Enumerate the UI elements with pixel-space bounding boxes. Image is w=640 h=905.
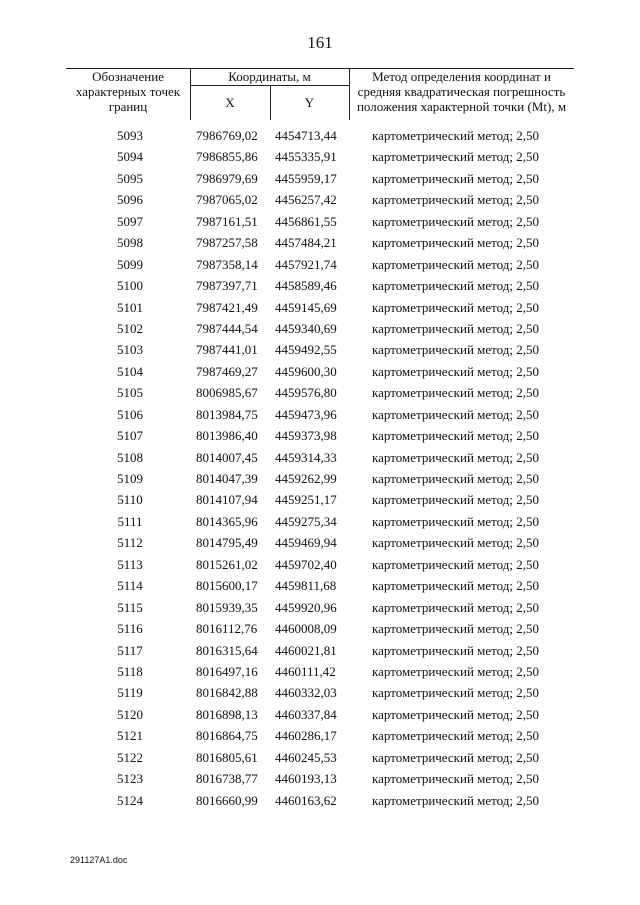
coord-x: 8013984,75 — [196, 406, 258, 422]
coord-x: 7986855,86 — [196, 149, 258, 165]
method-text: картометрический метод; 2,50 — [372, 599, 540, 615]
method-text: картометрический метод; 2,50 — [372, 513, 540, 529]
table-row — [66, 512, 574, 533]
point-id: 5118 — [117, 663, 143, 679]
method-text: картометрический метод; 2,50 — [372, 128, 540, 143]
coord-y: 4460008,09 — [275, 621, 337, 637]
method-text: картометрический метод; 2,50 — [372, 213, 540, 229]
table-row — [66, 641, 574, 662]
coord-y: 4456861,55 — [275, 213, 337, 229]
method-text: картометрический метод; 2,50 — [372, 385, 540, 401]
table-row — [66, 619, 574, 640]
table-row — [66, 426, 574, 447]
table-row — [66, 555, 574, 576]
table-row — [66, 276, 574, 297]
method-text: картометрический метод; 2,50 — [372, 342, 540, 358]
point-id: 5099 — [117, 256, 143, 272]
point-id: 5103 — [117, 342, 143, 358]
point-id: 5098 — [117, 235, 143, 251]
point-id: 5102 — [117, 320, 143, 336]
coord-y: 4460337,84 — [275, 706, 337, 722]
table-row — [66, 769, 574, 790]
table-row — [66, 705, 574, 726]
method-text: картометрический метод; 2,50 — [372, 578, 540, 594]
coord-x: 7987358,14 — [196, 256, 258, 272]
page-number: 161 — [307, 33, 333, 52]
table-body — [66, 126, 574, 812]
coord-x: 8016112,76 — [196, 621, 258, 637]
table-row — [66, 469, 574, 490]
coord-y: 4454713,44 — [275, 128, 337, 143]
coord-x: 7987421,49 — [196, 299, 258, 315]
point-id: 5096 — [117, 192, 143, 208]
point-id: 5111 — [117, 513, 143, 529]
table-row — [66, 212, 574, 233]
coord-y: 4459145,69 — [275, 299, 337, 315]
table-header — [66, 68, 574, 120]
table-row — [66, 448, 574, 469]
table-row — [66, 533, 574, 554]
method-text: картометрический метод; 2,50 — [372, 278, 540, 294]
header-y: Y — [304, 95, 315, 110]
table-row — [66, 576, 574, 597]
point-id: 5108 — [117, 449, 143, 465]
coord-x: 8015600,17 — [196, 578, 258, 594]
table-row — [66, 190, 574, 211]
coord-x: 7987441,01 — [196, 342, 258, 358]
coord-x: 8014795,49 — [196, 535, 258, 551]
coord-x: 8016738,77 — [196, 771, 258, 787]
method-text: картометрический метод; 2,50 — [372, 256, 540, 272]
coord-y: 4459492,55 — [275, 342, 337, 358]
point-id: 5115 — [117, 599, 143, 615]
point-id: 5123 — [117, 771, 143, 787]
header-x: X — [225, 95, 235, 110]
coord-x: 7986769,02 — [196, 128, 258, 143]
method-text: картометрический метод; 2,50 — [372, 492, 540, 508]
coord-y: 4459251,17 — [275, 492, 337, 508]
coord-x: 7986979,69 — [196, 170, 258, 186]
method-text: картометрический метод; 2,50 — [372, 706, 540, 722]
table-row — [66, 126, 574, 147]
table-row — [66, 233, 574, 254]
coord-x: 7987444,54 — [196, 320, 258, 336]
method-text: картометрический метод; 2,50 — [372, 685, 540, 701]
point-id: 5097 — [117, 213, 143, 229]
coord-y: 4459262,99 — [275, 471, 337, 486]
method-text: картометрический метод; 2,50 — [372, 728, 540, 744]
point-id: 5093 — [117, 128, 143, 143]
coord-x: 8016898,13 — [196, 706, 258, 722]
table-row — [66, 405, 574, 426]
coord-y: 4457484,21 — [275, 235, 337, 251]
table-row — [66, 726, 574, 747]
method-text: картометрический метод; 2,50 — [372, 556, 540, 572]
table-row — [66, 340, 574, 361]
table-row — [66, 298, 574, 319]
method-text: картометрический метод; 2,50 — [372, 535, 540, 551]
coord-x: 8016660,99 — [196, 792, 258, 808]
table-row — [66, 147, 574, 168]
coord-y: 4459469,94 — [275, 535, 337, 551]
coord-y: 4459702,40 — [275, 556, 337, 572]
method-text: картометрический метод; 2,50 — [372, 449, 540, 465]
coord-x: 8016842,88 — [196, 685, 258, 701]
method-text: картометрический метод; 2,50 — [372, 320, 540, 336]
coord-x: 8016805,61 — [196, 749, 258, 765]
coord-y: 4460163,62 — [275, 792, 337, 808]
point-id: 5114 — [117, 578, 143, 594]
coord-x: 7987161,51 — [196, 213, 258, 229]
coord-y: 4459340,69 — [275, 320, 337, 336]
coord-y: 4457921,74 — [275, 256, 337, 272]
point-id: 5124 — [117, 792, 143, 808]
coord-y: 4455335,91 — [275, 149, 337, 165]
method-text: картометрический метод; 2,50 — [372, 771, 540, 787]
point-id: 5113 — [117, 556, 143, 572]
coord-x: 8014365,96 — [196, 513, 258, 529]
method-text: картометрический метод; 2,50 — [372, 642, 540, 658]
coord-x: 8014047,39 — [196, 471, 258, 486]
header-coordinates: Координаты, м — [228, 69, 311, 84]
coord-y: 4460286,17 — [275, 728, 337, 744]
coord-y: 4459373,98 — [275, 428, 337, 444]
table-row — [66, 598, 574, 619]
point-id: 5112 — [117, 535, 143, 551]
table-row — [66, 383, 574, 404]
point-id: 5117 — [117, 642, 143, 658]
table-row — [66, 319, 574, 340]
method-text: картометрический метод; 2,50 — [372, 235, 540, 251]
method-text: картометрический метод; 2,50 — [372, 363, 540, 379]
point-id: 5110 — [117, 492, 143, 508]
coord-x: 8016315,64 — [196, 642, 258, 658]
coord-y: 4459576,80 — [275, 385, 337, 401]
method-text: картометрический метод; 2,50 — [372, 471, 540, 486]
point-id: 5100 — [117, 278, 143, 294]
coord-y: 4459314,33 — [275, 449, 337, 465]
method-text: картометрический метод; 2,50 — [372, 192, 540, 208]
method-text: картометрический метод; 2,50 — [372, 299, 540, 315]
method-text: картометрический метод; 2,50 — [372, 621, 540, 637]
table-row — [66, 662, 574, 683]
coord-y: 4459473,96 — [275, 406, 337, 422]
table-row — [66, 255, 574, 276]
coord-y: 4460021,81 — [275, 642, 337, 658]
header-designation: Обозначение характерных точек границ — [75, 69, 181, 114]
coord-y: 4460193,13 — [275, 771, 337, 787]
coord-x: 8006985,67 — [196, 385, 258, 401]
coord-y: 4460245,53 — [275, 749, 337, 765]
table-row — [66, 169, 574, 190]
table-row — [66, 748, 574, 769]
point-id: 5104 — [117, 363, 143, 379]
point-id: 5120 — [117, 706, 143, 722]
footer-filename: 291127A1.doc — [70, 855, 128, 865]
point-id: 5116 — [117, 621, 143, 637]
coord-y: 4456257,42 — [275, 192, 337, 208]
point-id: 5101 — [117, 299, 143, 315]
coord-x: 8015261,02 — [196, 556, 258, 572]
method-text: картометрический метод; 2,50 — [372, 428, 540, 444]
header-method: Метод определения координат и средняя квадратическая погрешность положения характерной точки (Mt), м — [356, 69, 567, 114]
coord-y: 4458589,46 — [275, 278, 337, 294]
method-text: картометрический метод; 2,50 — [372, 149, 540, 165]
point-id: 5105 — [117, 385, 143, 401]
method-text: картометрический метод; 2,50 — [372, 792, 540, 808]
method-text: картометрический метод; 2,50 — [372, 749, 540, 765]
coord-x: 7987065,02 — [196, 192, 258, 208]
coord-x: 8015939,35 — [196, 599, 258, 615]
coord-y: 4459920,96 — [275, 599, 337, 615]
coord-y: 4459275,34 — [275, 513, 337, 529]
point-id: 5121 — [117, 728, 143, 744]
method-text: картометрический метод; 2,50 — [372, 406, 540, 422]
coord-x: 8016497,16 — [196, 663, 258, 679]
coord-y: 4455959,17 — [275, 170, 337, 186]
coord-y: 4459811,68 — [275, 578, 337, 594]
coord-y: 4460111,42 — [275, 663, 336, 679]
point-id: 5094 — [117, 149, 143, 165]
coord-y: 4459600,30 — [275, 363, 337, 379]
method-text: картометрический метод; 2,50 — [372, 170, 540, 186]
point-id: 5106 — [117, 406, 143, 422]
table-row — [66, 683, 574, 704]
point-id: 5107 — [117, 428, 143, 444]
method-text: картометрический метод; 2,50 — [372, 663, 540, 679]
coord-x: 7987397,71 — [196, 278, 258, 294]
coord-x: 8016864,75 — [196, 728, 258, 744]
point-id: 5095 — [117, 170, 143, 186]
table-row — [66, 362, 574, 383]
coord-x: 8014007,45 — [196, 449, 258, 465]
coord-x: 8013986,40 — [196, 428, 258, 444]
table-row — [66, 490, 574, 511]
coord-x: 7987469,27 — [196, 363, 258, 379]
point-id: 5119 — [117, 685, 143, 701]
point-id: 5122 — [117, 749, 143, 765]
coord-x: 8014107,94 — [196, 492, 258, 508]
point-id: 5109 — [117, 471, 143, 486]
table-row — [66, 791, 574, 812]
coord-x: 7987257,58 — [196, 235, 258, 251]
coord-y: 4460332,03 — [275, 685, 337, 701]
